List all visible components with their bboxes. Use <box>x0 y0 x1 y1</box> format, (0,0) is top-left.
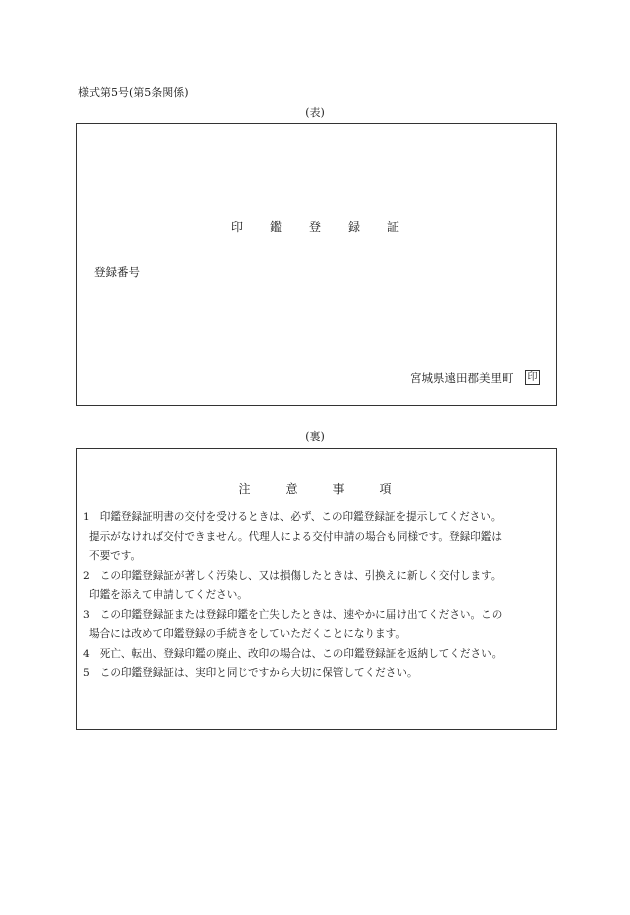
note-line: 印鑑登録証明書の交付を受けるときは、必ず、この印鑑登録証を提示してください。 <box>99 511 502 523</box>
note-item <box>83 567 553 606</box>
note-line: 印鑑を添えて申請してください。 <box>89 589 248 601</box>
title-char: 印 <box>230 220 243 234</box>
title-char: 鑑 <box>269 220 282 234</box>
seal-stamp: 印 <box>525 370 540 385</box>
title-char: 意 <box>285 482 298 496</box>
note-item <box>83 645 553 665</box>
note-number: 1 <box>83 511 90 523</box>
note-number: 2 <box>83 569 90 582</box>
note-line: この印鑑登録証は、実印と同じですから大切に保管してください。 <box>99 667 418 679</box>
note-line: 不要です。 <box>89 550 142 562</box>
note-item <box>83 508 553 567</box>
note-number: 5 <box>83 667 90 679</box>
form-number-label: 様式第5号(第5条関係) <box>78 86 189 99</box>
title-char: 登 <box>308 220 321 234</box>
note-line: 死亡、転出、登録印鑑の廃止、改印の場合は、この印鑑登録証を返納してください。 <box>99 647 503 660</box>
registration-number-label: 登録番号 <box>94 265 140 279</box>
title-char: 録 <box>347 220 360 234</box>
back-side-label: (裏) <box>305 430 325 443</box>
front-side-label: (表) <box>305 106 325 119</box>
note-item <box>83 664 553 684</box>
issuer-name: 宮城県遠田郡美里町 <box>410 371 514 385</box>
front-card <box>76 123 557 406</box>
note-line: この印鑑登録証または登録印鑑を亡失したときは、速やかに届け出てください。この <box>99 608 503 621</box>
title-char: 項 <box>379 482 392 496</box>
title-char: 証 <box>386 220 399 234</box>
note-line: 提示がなければ交付できません。代理人による交付申請の場合も同様です。登録印鑑は <box>89 530 502 543</box>
note-item <box>83 606 553 645</box>
title-char: 事 <box>332 482 345 496</box>
notes-title <box>0 480 630 497</box>
title-char: 注 <box>238 482 251 496</box>
notes-list <box>83 508 553 684</box>
certificate-title <box>0 218 630 235</box>
note-line: この印鑑登録証が著しく汚染し、又は損傷したときは、引換えに新しく交付します。 <box>99 569 502 582</box>
note-number: 4 <box>83 647 90 660</box>
note-number: 3 <box>83 608 90 621</box>
note-line: 場合には改めて印鑑登録の手続きをしていただくことになります。 <box>89 628 406 640</box>
